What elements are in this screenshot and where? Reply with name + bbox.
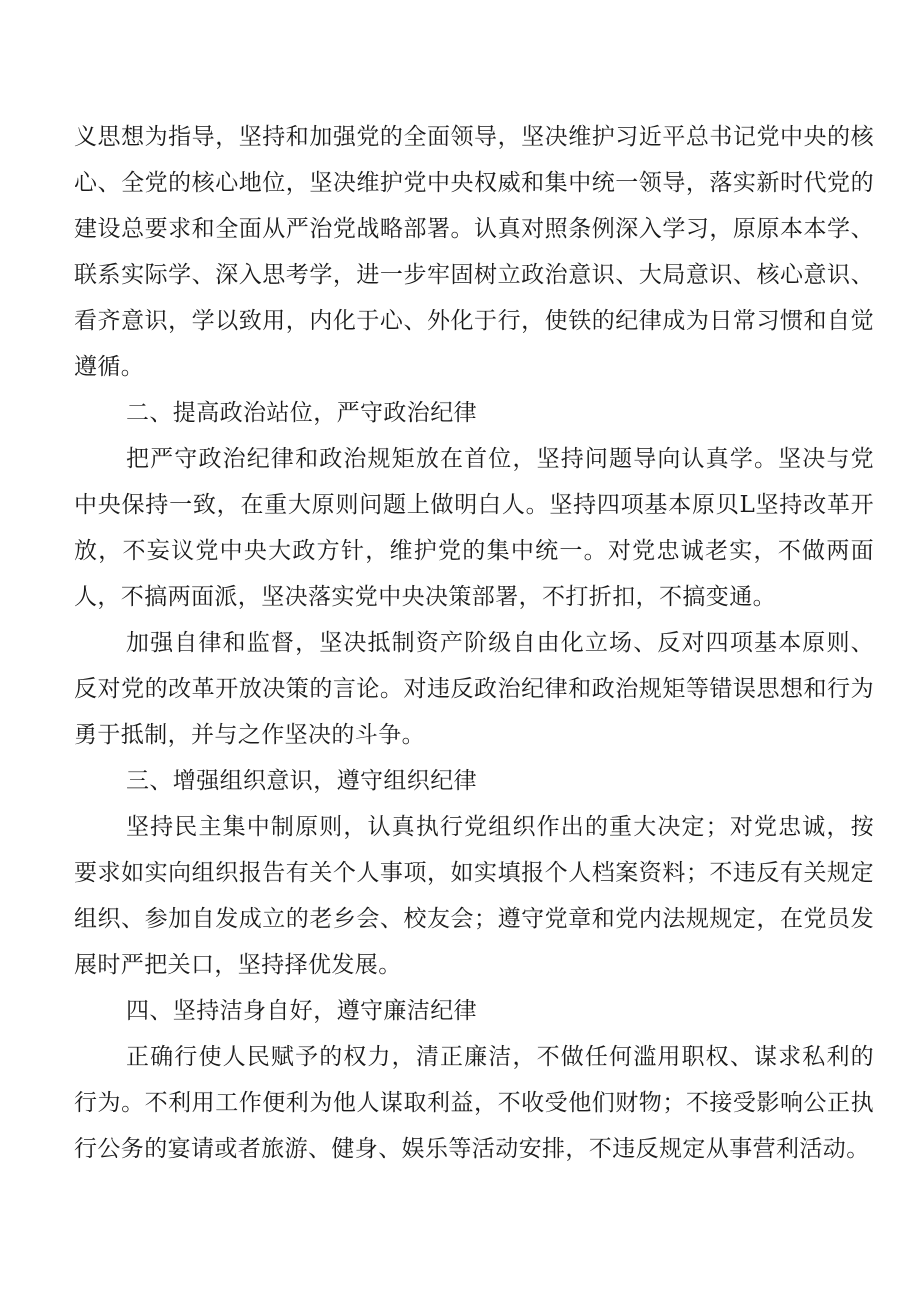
section-heading-2: 二、提高政治站位，严守政治纪律: [126, 400, 477, 426]
section-heading-3: 三、增强组织意识，遵守组织纪律: [126, 768, 477, 794]
section-heading-4: 四、坚持洁身自好，遵守廉洁纪律: [126, 998, 477, 1024]
paragraph-integrity-discipline: 正确行使人民赋予的权力，清正廉洁，不做任何滥用职权、谋求私利的行为。不利用工作便利为他人谋取利益，不收受他们财物；不接受影响公正执行公务的宴请或者旅游、健身、娱乐等活动安排，不违反规定从事营利活动。: [74, 1044, 874, 1162]
paragraph-continuation: 义思想为指导，坚持和加强党的全面领导，坚决维护习近平总书记党中央的核心、全党的核心地位，坚决维护党中央权威和集中统一领导，落实新时代党的建设总要求和全面从严治党战略部署。认真对照条例深入学习，原原本本学、联系实际学、深入思考学，进一步牢固树立政治意识、大局意识、核心意识、看齐意识，学以致用，内化于心、外化于行，使铁的纪律成为日常习惯和自觉遵循。: [74, 124, 874, 380]
paragraph-political-discipline: 把严守政治纪律和政治规矩放在首位，坚持问题导向认真学。坚决与党中央保持一致，在重大原则问题上做明白人。坚持四项基本原贝L坚持改革开放，不妄议党中央大政方针，维护党的集中统一。对党忠诚老实，不做两面人，不搞两面派，坚决落实党中央决策部署，不打折扣，不搞变通。: [74, 446, 874, 610]
document-body: [74, 114, 874, 1172]
paragraph-organizational-discipline: 坚持民主集中制原则，认真执行党组织作出的重大决定；对党忠诚，按要求如实向组织报告有关个人事项，如实填报个人档案资料；不违反有关规定组织、参加自发成立的老乡会、校友会；遵守党章和党内法规规定，在党员发展时严把关口，坚持择优发展。: [74, 814, 874, 978]
paragraph-self-discipline: 加强自律和监督，坚决抵制资产阶级自由化立场、反对四项基本原则、反对党的改革开放决策的言论。对违反政治纪律和政治规矩等错误思想和行为勇于抵制，并与之作坚决的斗争。: [74, 630, 874, 748]
